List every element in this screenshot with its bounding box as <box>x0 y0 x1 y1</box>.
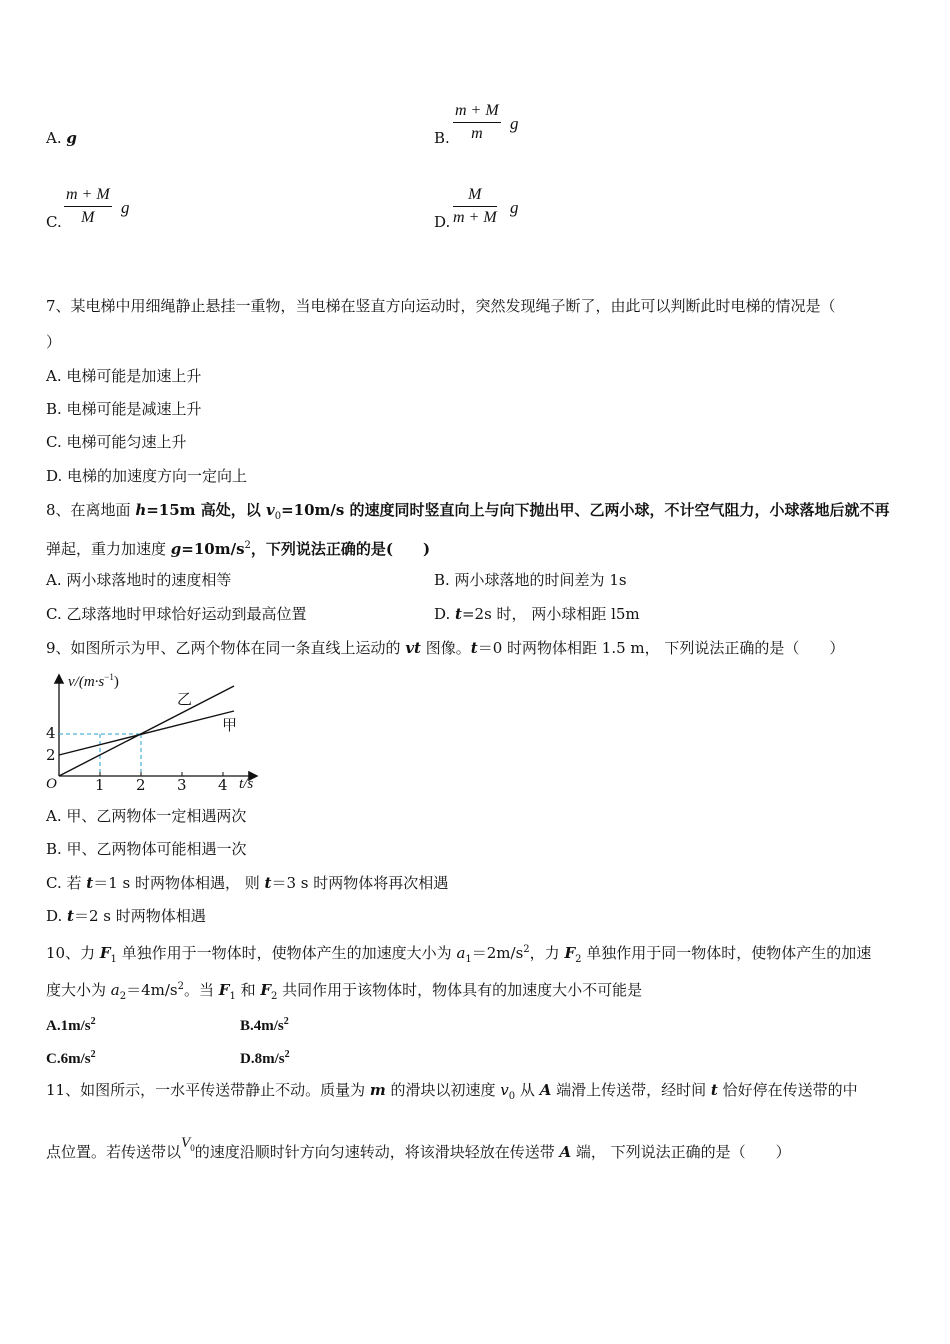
q6-option-d-g: g <box>510 198 519 217</box>
series-yi-line <box>59 686 234 776</box>
q6-option-b-label: B. <box>434 129 450 147</box>
q9-option-d: D. t＝2 s 时两物体相遇 <box>46 907 206 925</box>
q8-stem-line1: 8、在离地面 h=15m 高处，以 $v_0=10m/s$ 的速度同时竖直向上与向下抛出甲、乙两小球，不计空气阻力，小球落地后就不再 <box>46 501 890 522</box>
q7-option-a: A. 电梯可能是加速上升 <box>46 367 202 385</box>
series-jia-label: 甲 <box>222 716 238 734</box>
x-axis-label: t/s <box>239 776 254 792</box>
y-tick-2: 2 <box>46 746 56 764</box>
x-tick-3: 3 <box>177 776 187 794</box>
q11-stem-line1: 11、如图所示，一水平传送带静止不动。质量为 m 的滑块以初速度 $v_0$ 从 A 端滑上传送带，经时间 t 恰好停在传送带的中 <box>46 1081 858 1102</box>
q8-option-c: C. 乙球落地时甲球恰好运动到最高位置 <box>46 605 307 623</box>
q6-option-d-fraction: M m + M <box>453 186 497 226</box>
q9-option-b: B. 甲、乙两物体可能相遇一次 <box>46 840 247 858</box>
q9-option-a: A. 甲、乙两物体一定相遇两次 <box>46 807 247 825</box>
vt-graph <box>44 668 274 804</box>
q10-stem-line2: 度大小为 $a_2=4m/s^2$。当 $F_1$ 和 $F_2$ 共同作用于该物体时，物体具有的加速度大小不可能是 <box>46 981 643 1002</box>
q8-option-b: B. 两小球落地的时间差为 1s <box>434 571 627 589</box>
series-yi-label: 乙 <box>177 690 193 708</box>
q10-option-d: $D.8m/s^2$ <box>240 1049 290 1067</box>
origin-label: O <box>46 776 57 792</box>
q10-option-a: $A.1m/s^2$ <box>46 1016 96 1034</box>
q10-option-b: $B.4m/s^2$ <box>240 1016 289 1034</box>
q8-option-d: D. t=2s 时， 两小球相距 l5m <box>434 605 640 623</box>
q10-option-c: $C.6m/s^2$ <box>46 1049 96 1067</box>
q7-option-c: C. 电梯可能匀速上升 <box>46 433 187 451</box>
q8-option-a: A. 两小球落地时的速度相等 <box>46 571 232 589</box>
q7-option-d: D. 电梯的加速度方向一定向上 <box>46 467 248 485</box>
x-tick-4: 4 <box>218 776 228 794</box>
q9-option-c: C. 若 t＝1 s 时两物体相遇， 则 t＝3 s 时两物体将再次相遇 <box>46 874 449 892</box>
series-jia-line <box>59 711 234 755</box>
q6-option-c-g: g <box>121 198 130 217</box>
y-tick-4: 4 <box>46 724 56 742</box>
y-axis-label: $v/(m\cdot s^{-1})$ <box>68 672 119 690</box>
q6-option-a: A. g <box>46 129 77 147</box>
x-tick-2: 2 <box>136 776 146 794</box>
q6-option-d-label: D. <box>434 213 451 231</box>
q7-stem-line1: 7、某电梯中用细绳静止悬挂一重物，当电梯在竖直方向运动时，突然发现绳子断了，由此可以判断此时电梯的情况是（ <box>46 297 836 315</box>
q11-stem-line2: 点位置。若传送带以$V_0$的速度沿顺时针方向匀速转动，将该滑块轻放在传送带 A 端， 下列说法正确的是（ ） <box>46 1135 791 1161</box>
q7-option-b: B. 电梯可能是减速上升 <box>46 400 202 418</box>
q6-option-c-label: C. <box>46 213 62 231</box>
q6-option-b-g: g <box>510 114 519 133</box>
q6-option-a-value: g <box>66 129 77 147</box>
q10-stem-line1: 10、力 $F_1$ 单独作用于一物体时，使物体产生的加速度大小为 $a_1=2m/s^2$，力 $F_2$ 单独作用于同一物体时，使物体产生的加速 <box>46 944 872 965</box>
x-tick-1: 1 <box>95 776 105 794</box>
q6-option-c-fraction: m + M M <box>66 186 110 226</box>
q7-stem-line2: ） <box>46 333 62 351</box>
q9-stem: 9、如图所示为甲、乙两个物体在同一条直线上运动的 vt 图像。t＝0 时两物体相距 1.5 m， 下列说法正确的是（ ） <box>46 639 845 657</box>
q6-option-b-fraction: m + M m <box>455 102 499 142</box>
q8-stem-line2: 弹起，重力加速度 $g=10m/s^2$，下列说法正确的是( ) <box>46 540 431 558</box>
